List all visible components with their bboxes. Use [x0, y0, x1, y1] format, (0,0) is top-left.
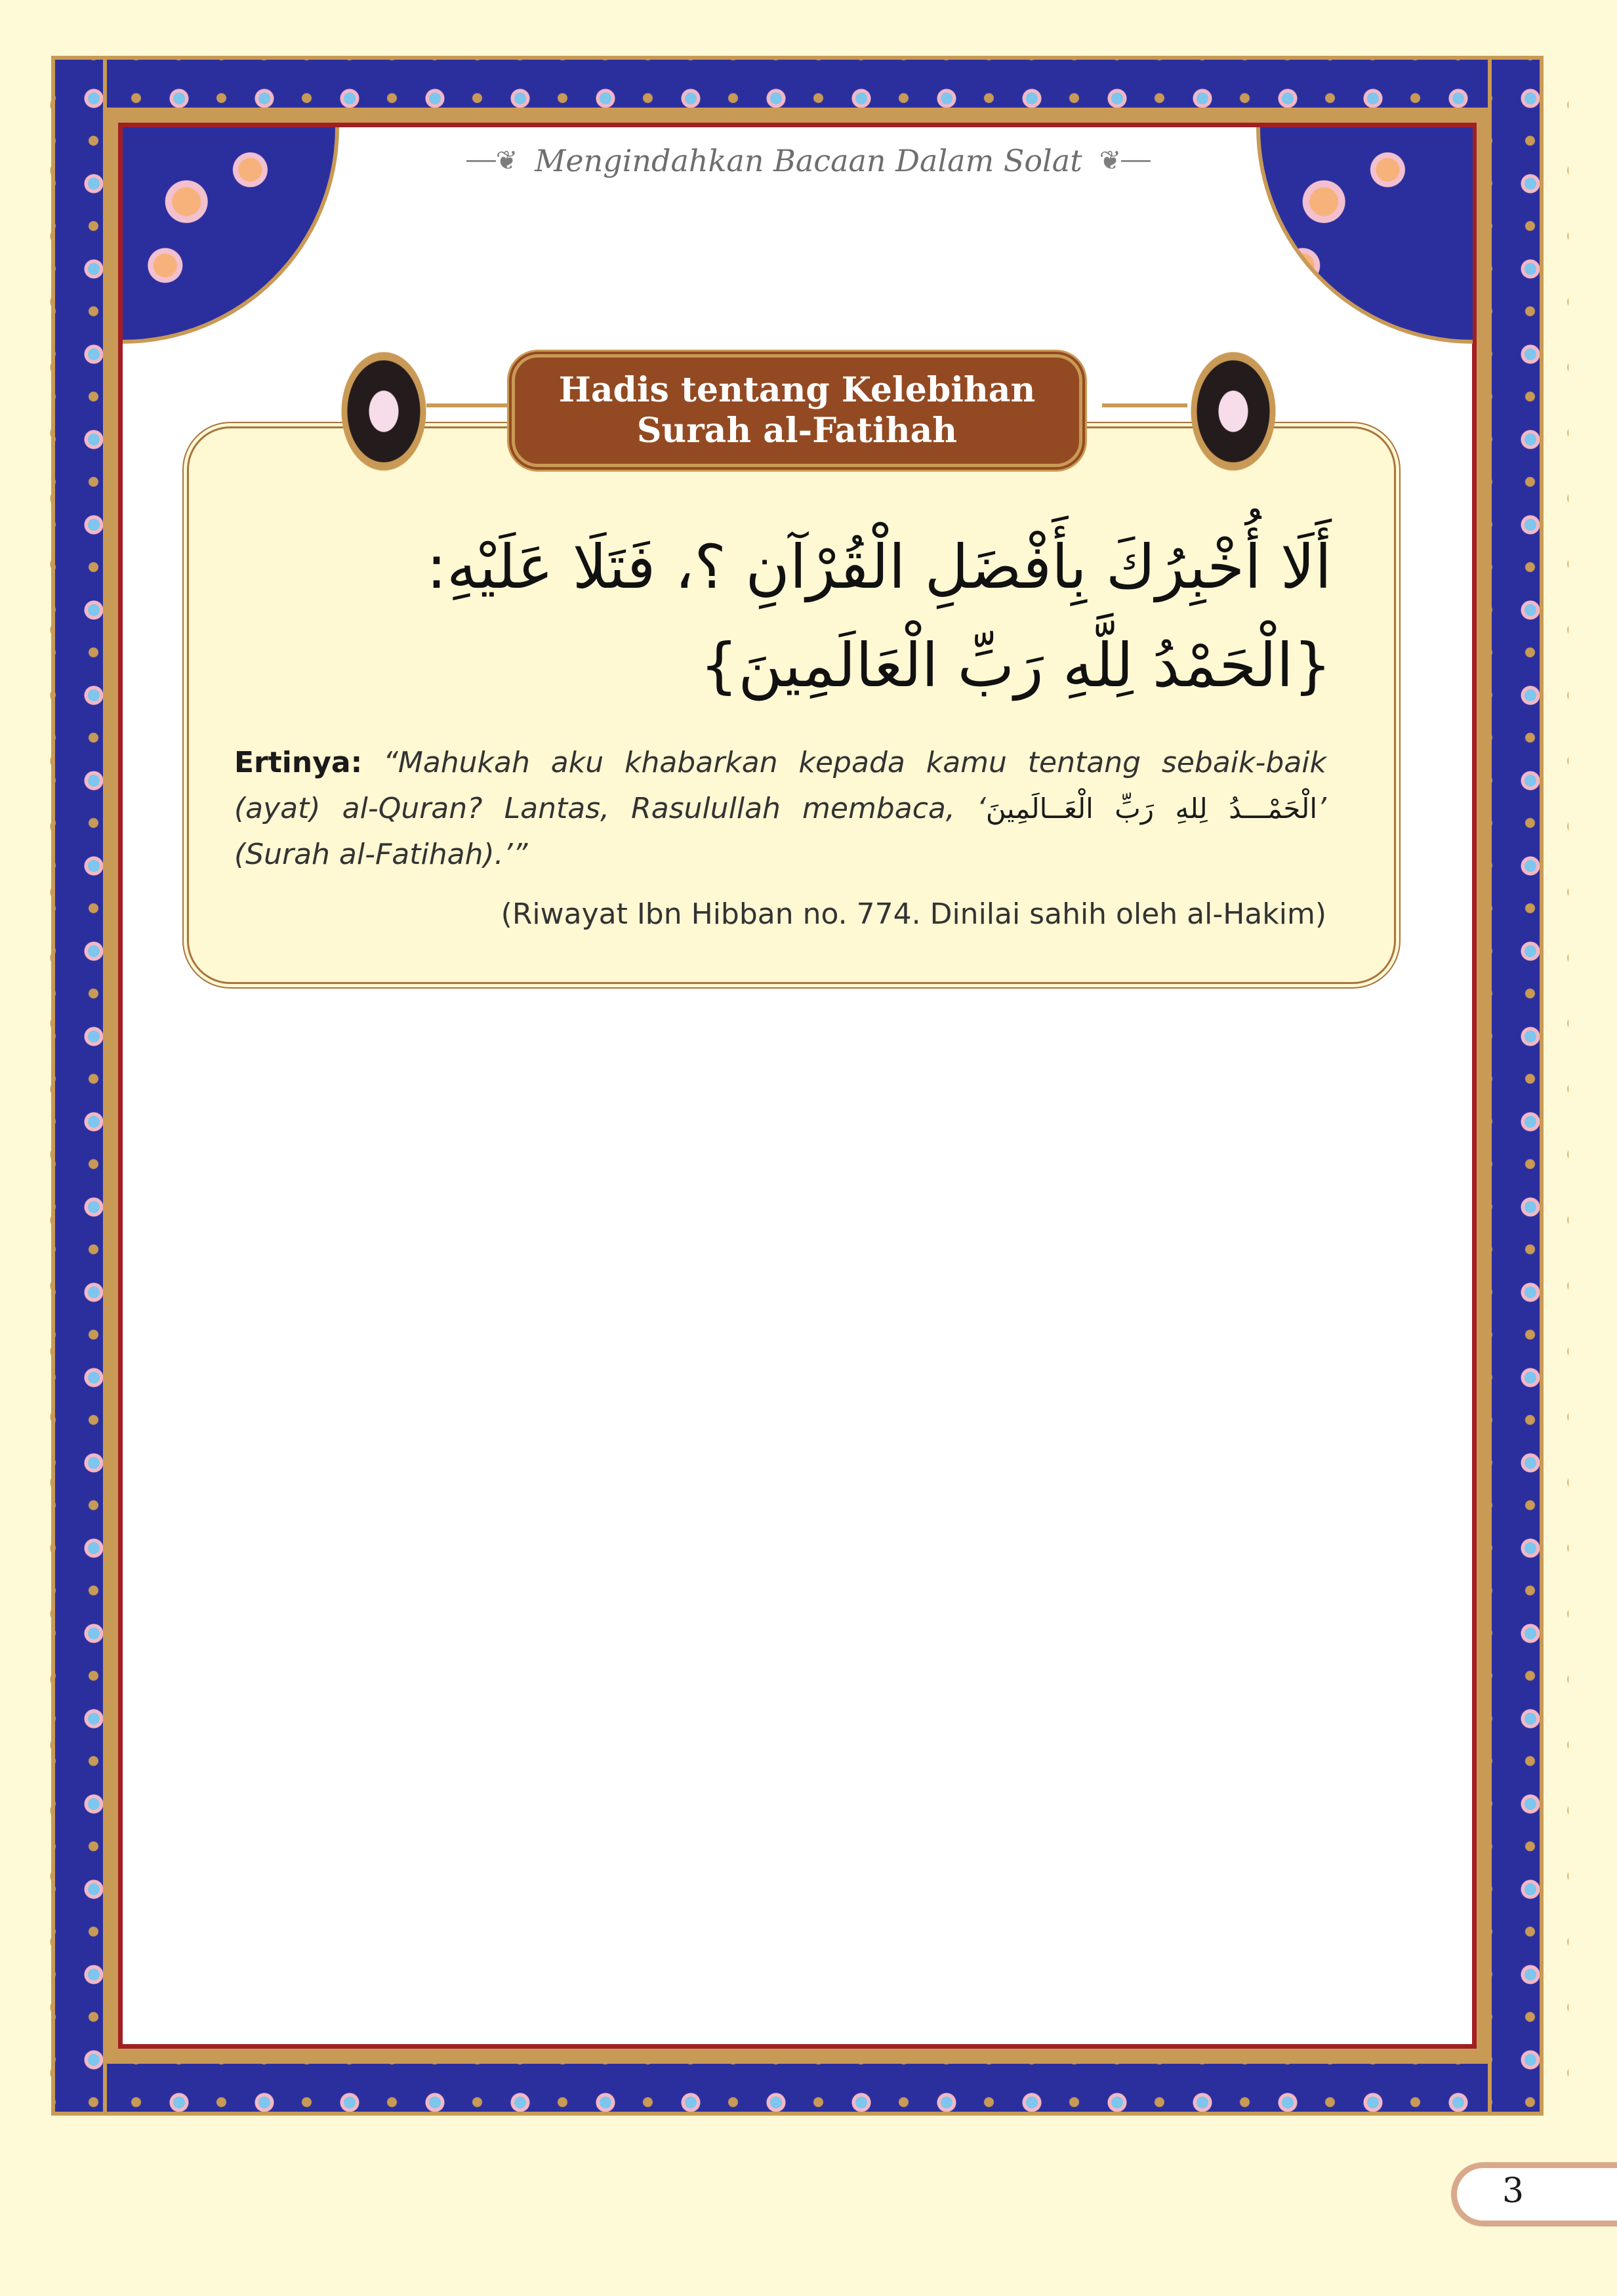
running-header-title: Mengindahkan Bacaan Dalam Solat — [535, 143, 1082, 178]
border-band-bottom — [51, 2060, 1544, 2116]
flourish-left-icon: ❦ — [466, 146, 518, 176]
flourish-right-icon: ❦ — [1099, 146, 1151, 176]
translation-inline-arabic: الْحَمْـــدُ لِلهِ رَبِّ الْعَــالَمِينَ — [985, 792, 1317, 825]
border-band-left — [51, 56, 107, 2116]
page-number-pill — [1451, 2162, 1617, 2226]
banner-ornament-tail-left — [426, 403, 512, 407]
translation-label: Ertinya: — [234, 746, 363, 779]
border-flower-fringe-left — [26, 72, 51, 2106]
hadith-citation: (Riwayat Ibn Hibban no. 774. Dinilai sahih oleh al-Hakim) — [501, 897, 1326, 931]
translation-text-part1: “Mahukah aku khabarkan kepada kamu tentang sebaik-baik (ayat) al-Quran? Lantas, Rasulullah membaca, ‘ — [234, 746, 1326, 825]
banner-ornament-right-icon — [1184, 342, 1282, 480]
translation-text-part2: ’ (Surah al-Fatihah).’” — [234, 792, 1326, 871]
hadith-translation — [234, 740, 1326, 878]
section-title-line2: Surah al-Fatihah — [636, 411, 958, 451]
border-band-top — [51, 56, 1544, 112]
running-header — [0, 143, 1617, 178]
section-title-line1: Hadis tentang Kelebihan — [558, 370, 1036, 410]
banner-ornament-tail-right — [1102, 403, 1187, 407]
border-flower-fringe-bottom — [66, 2116, 1528, 2139]
border-flower-fringe-top — [66, 33, 1528, 56]
section-title-banner — [512, 354, 1082, 467]
banner-ornament-left-icon — [335, 342, 433, 480]
hadith-arabic-text: أَلَا أُخْبِرُكَ بِأَفْضَلِ الْقُرْآنِ ؟، فَتَلَا عَلَيْهِ: {الْحَمْدُ لِلَّهِ رَبِّ الْعَالَمِينَ} — [426, 532, 1332, 701]
border-flower-fringe-right — [1544, 72, 1568, 2106]
page-number: 3 — [1502, 2171, 1525, 2211]
ornamental-border — [26, 26, 1565, 2145]
border-band-right — [1488, 56, 1544, 2116]
